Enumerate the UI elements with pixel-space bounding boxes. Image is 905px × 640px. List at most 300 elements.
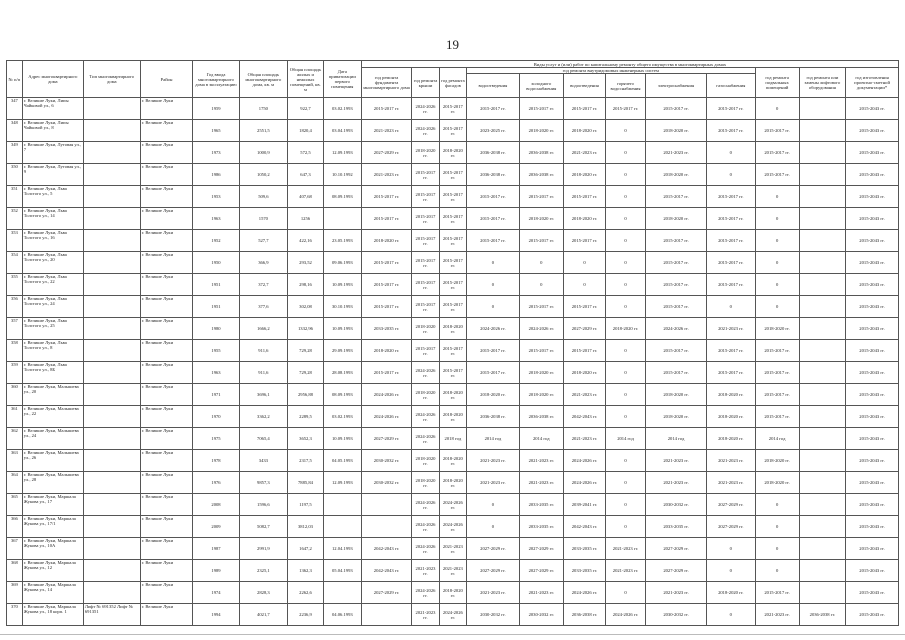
row-facade-year: 2015-2017 гг. — [439, 164, 466, 186]
header-type: Тип многоквартирного дома — [83, 61, 140, 98]
row-foundation-year: 2027-2029 гг. — [361, 582, 412, 604]
row-gas-year: 0 — [707, 538, 755, 560]
header-district: Район — [140, 61, 193, 98]
header-basement: год ремонта подвальных помещений — [755, 68, 799, 98]
row-number: 362 — [7, 428, 23, 450]
row-total-area: 1750 — [239, 98, 287, 120]
row-gas-year: 2015-2017 гг. — [707, 230, 755, 252]
row-roof-year: 2021-2023 гг. — [412, 604, 439, 626]
row-basement-year: 0 — [755, 98, 799, 120]
row-living-area: 3812,03 — [288, 516, 324, 538]
row-hot-water-year: 0 — [606, 142, 646, 164]
row-type — [83, 186, 140, 208]
row-year-built: 1987 — [193, 538, 239, 560]
row-living-area: 1820,4 — [288, 120, 324, 142]
row-hot-water-year: 0 — [606, 406, 646, 428]
page-number: 19 — [446, 37, 459, 52]
row-facade-year: 2024-2026 гг. — [439, 516, 466, 538]
row-total-area: 366,9 — [239, 252, 287, 274]
row-water-disposal-year: 2021-2023 гг. — [467, 472, 520, 494]
row-district: г. Великие Луки — [140, 560, 193, 582]
row-design-docs-year: 2015-2043 гг. — [846, 406, 899, 428]
row-type — [83, 384, 140, 406]
row-water-drain-year: 2021-2023 гг. — [563, 428, 605, 450]
row-water-drain-year: 2015-2017 гг. — [563, 296, 605, 318]
row-foundation-year: 2027-2029 гг. — [361, 428, 412, 450]
row-privatization-date: 10.09.1993 — [323, 428, 361, 450]
row-roof-year: 2024-2026 гг. — [412, 516, 439, 538]
row-address: г. Великие Луки, Маршала Жукова ул., 14 — [22, 582, 83, 604]
header-water-disposal: водоотведения — [467, 74, 520, 98]
row-roof-year: 2015-2017 гг. — [412, 296, 439, 318]
row-type — [83, 516, 140, 538]
table-row — [7, 384, 899, 406]
row-privatization-date: 04.06.1993 — [323, 604, 361, 626]
row-year-built: 1965 — [193, 120, 239, 142]
row-hot-water-year: 0 — [606, 362, 646, 384]
row-electric-year: 2030-2032 гг. — [646, 494, 707, 516]
row-privatization-date: 03.04.1993 — [323, 120, 361, 142]
row-foundation-year: 2018-2020 гг. — [361, 340, 412, 362]
row-water-drain-year: 2033-2035 гг. — [563, 538, 605, 560]
row-elevator-year — [799, 362, 845, 384]
table-header — [7, 61, 899, 98]
row-foundation-year: 2030-2032 гг. — [361, 450, 412, 472]
row-design-docs-year: 2015-2043 гг. — [846, 340, 899, 362]
row-type — [83, 494, 140, 516]
row-design-docs-year: 2015-2043 гг. — [846, 274, 899, 296]
row-hot-water-year: 2015-2017 гг. — [606, 98, 646, 120]
row-cold-water-year: 2033-2035 гг. — [519, 516, 563, 538]
row-privatization-date: 04.05.1993 — [323, 450, 361, 472]
row-gas-year: 2018-2020 гг. — [707, 428, 755, 450]
row-year-built: 1963 — [193, 208, 239, 230]
row-number: 359 — [7, 362, 23, 384]
row-privatization-date: 12.04.1993 — [323, 538, 361, 560]
row-cold-water-year: 2015-2017 гг. — [519, 98, 563, 120]
row-address: г. Великие Луки, Малышева ул., 24 — [22, 428, 83, 450]
row-cold-water-year: 2015-2017 гг. — [519, 186, 563, 208]
row-gas-year: 2027-2029 гг. — [707, 494, 755, 516]
row-water-drain-year: 2018-2020 гг. — [563, 208, 605, 230]
row-district: г. Великие Луки — [140, 362, 193, 384]
row-water-disposal-year: 2024-2026 гг. — [467, 318, 520, 340]
row-cold-water-year: 2015-2017 гг. — [519, 340, 563, 362]
row-privatization-date: 03.02.1993 — [323, 98, 361, 120]
header-facade: год ремонта фасадов — [439, 68, 466, 98]
row-privatization-date: 23.05.1993 — [323, 230, 361, 252]
row-cold-water-year: 2036-2038 гг. — [519, 406, 563, 428]
row-year-built: 1959 — [193, 98, 239, 120]
row-living-area: 407,68 — [288, 186, 324, 208]
row-gas-year: 0 — [707, 296, 755, 318]
row-year-built: 1971 — [193, 384, 239, 406]
row-roof-year: 2018-2020 гг. — [412, 384, 439, 406]
row-foundation-year — [361, 494, 412, 516]
row-gas-year: 2015-2017 гг. — [707, 186, 755, 208]
row-electric-year: 2015-2017 гг. — [646, 230, 707, 252]
row-living-area: 1362,3 — [288, 560, 324, 582]
row-privatization-date — [323, 516, 361, 538]
row-roof-year: 2024-2026 гг. — [412, 98, 439, 120]
row-year-built: 2009 — [193, 516, 239, 538]
row-facade-year: 2015-2017 гг. — [439, 230, 466, 252]
row-elevator-year — [799, 538, 845, 560]
row-total-area: 911,6 — [239, 362, 287, 384]
table-row — [7, 516, 899, 538]
row-foundation-year: 2015-2017 гг. — [361, 208, 412, 230]
row-living-area: 302,08 — [288, 296, 324, 318]
row-roof-year: 2015-2017 гг. — [412, 186, 439, 208]
row-cold-water-year: 2036-2038 гг. — [519, 164, 563, 186]
row-number: 367 — [7, 538, 23, 560]
row-total-area: 9857,3 — [239, 472, 287, 494]
row-design-docs-year: 2015-2043 гг. — [846, 538, 899, 560]
row-water-drain-year: 0 — [563, 274, 605, 296]
row-design-docs-year: 2015-2043 гг. — [846, 164, 899, 186]
row-electric-year: 2015-2017 гг. — [646, 340, 707, 362]
row-water-disposal-year: 2018-2020 гг. — [467, 384, 520, 406]
row-water-disposal-year: 2015-2017 гг. — [467, 230, 520, 252]
row-gas-year: 2018-2020 гг. — [707, 384, 755, 406]
row-privatization-date: 05.04.1993 — [323, 560, 361, 582]
row-gas-year: 2015-2017 гг. — [707, 362, 755, 384]
row-electric-year: 2018-2020 гг. — [646, 120, 707, 142]
row-design-docs-year: 2015-2043 гг. — [846, 494, 899, 516]
header-address: Адрес многоквартирного дома — [22, 61, 83, 98]
row-cold-water-year: 2033-2035 гг. — [519, 494, 563, 516]
row-number: 352 — [7, 208, 23, 230]
row-elevator-year — [799, 428, 845, 450]
row-hot-water-year: 0 — [606, 120, 646, 142]
row-design-docs-year: 2015-2043 гг. — [846, 384, 899, 406]
row-water-disposal-year: 2015-2017 гг. — [467, 362, 520, 384]
row-design-docs-year: 2015-2043 гг. — [846, 186, 899, 208]
row-type — [83, 538, 140, 560]
header-living-area: Общая площадь жилых и нежилых помещений, кв. м — [288, 61, 324, 98]
row-water-drain-year: 2033-2035 гг. — [563, 560, 605, 582]
row-year-built: 1989 — [193, 560, 239, 582]
row-hot-water-year: 0 — [606, 164, 646, 186]
row-basement-year: 2015-2017 гг. — [755, 340, 799, 362]
row-hot-water-year: 0 — [606, 252, 646, 274]
row-number: 355 — [7, 274, 23, 296]
row-design-docs-year: 2015-2043 гг. — [846, 142, 899, 164]
row-privatization-date: 08.09.1993 — [323, 384, 361, 406]
row-number: 350 — [7, 164, 23, 186]
row-number: 361 — [7, 406, 23, 428]
row-basement-year: 2014 год — [755, 428, 799, 450]
row-number: 364 — [7, 472, 23, 494]
row-address: г. Великие Луки, Маршала Жукова ул., 17/1 — [22, 516, 83, 538]
row-electric-year: 2027-2029 гг. — [646, 538, 707, 560]
row-water-disposal-year: 2021-2023 гг. — [467, 450, 520, 472]
row-number: 358 — [7, 340, 23, 362]
row-water-disposal-year: 2036-2038 гг. — [467, 142, 520, 164]
row-electric-year: 2021-2023 гг. — [646, 582, 707, 604]
row-living-area: 2317,5 — [288, 450, 324, 472]
row-total-area: 2828,3 — [239, 582, 287, 604]
row-number: 365 — [7, 494, 23, 516]
row-number: 366 — [7, 516, 23, 538]
row-water-drain-year: 2015-2017 гг. — [563, 230, 605, 252]
row-electric-year: 2014 год — [646, 428, 707, 450]
row-elevator-year — [799, 230, 845, 252]
table-row — [7, 538, 899, 560]
row-type — [83, 406, 140, 428]
row-elevator-year — [799, 120, 845, 142]
row-design-docs-year: 2015-2043 гг. — [846, 98, 899, 120]
table-row — [7, 208, 899, 230]
row-basement-year: 2015-2017 гг. — [755, 120, 799, 142]
row-privatization-date — [323, 582, 361, 604]
header-roof: год ремонта крыши — [412, 68, 439, 98]
row-district: г. Великие Луки — [140, 142, 193, 164]
row-basement-year: 0 — [755, 538, 799, 560]
row-water-disposal-year: 2014 год — [467, 428, 520, 450]
row-district: г. Великие Луки — [140, 340, 193, 362]
row-year-built: 1955 — [193, 340, 239, 362]
row-gas-year: 0 — [707, 604, 755, 626]
row-facade-year: 2015-2017 гг. — [439, 340, 466, 362]
row-type — [83, 98, 140, 120]
row-cold-water-year: 0 — [519, 274, 563, 296]
row-type — [83, 318, 140, 340]
row-district: г. Великие Луки — [140, 120, 193, 142]
row-total-area: 911,6 — [239, 340, 287, 362]
row-year-built: 1951 — [193, 296, 239, 318]
row-foundation-year: 2024-2026 гг. — [361, 406, 412, 428]
row-roof-year: 2018-2020 гг. — [412, 318, 439, 340]
row-roof-year: 2024-2026 гг. — [412, 120, 439, 142]
row-living-area: 293,52 — [288, 252, 324, 274]
row-district: г. Великие Луки — [140, 406, 193, 428]
row-water-drain-year: 2027-2029 гг. — [563, 318, 605, 340]
row-living-area: 298,16 — [288, 274, 324, 296]
row-district: г. Великие Луки — [140, 208, 193, 230]
row-cold-water-year: 2024-2026 гг. — [519, 318, 563, 340]
row-electric-year: 2021-2023 гг. — [646, 472, 707, 494]
row-type — [83, 582, 140, 604]
row-foundation-year: 2030-2032 гг. — [361, 472, 412, 494]
row-total-area: 7065,4 — [239, 428, 287, 450]
row-number: 354 — [7, 252, 23, 274]
row-basement-year: 2018-2020 гг. — [755, 472, 799, 494]
row-basement-year: 2015-2017 гг. — [755, 406, 799, 428]
row-foundation-year: 2015-2017 гг. — [361, 274, 412, 296]
table-body — [7, 98, 899, 626]
row-water-disposal-year: 2036-2038 гг. — [467, 164, 520, 186]
row-electric-year: 2015-2017 гг. — [646, 362, 707, 384]
header-elevator: год ремонта или замены лифтового оборудования — [799, 68, 845, 98]
row-year-built: 1974 — [193, 582, 239, 604]
row-water-disposal-year: 0 — [467, 516, 520, 538]
header-works-group: Виды услуг и (или) работ по капитальному ремонту общего имущества в многоквартирных домах — [361, 61, 898, 68]
row-address: г. Великие Луки, Малышева ул., 20 — [22, 384, 83, 406]
row-district: г. Великие Луки — [140, 516, 193, 538]
row-facade-year: 2015-2017 гг. — [439, 186, 466, 208]
row-district: г. Великие Луки — [140, 538, 193, 560]
row-gas-year: 2021-2023 гг. — [707, 472, 755, 494]
row-design-docs-year: 2015-2043 гг. — [846, 582, 899, 604]
row-water-drain-year: 2021-2023 гг. — [563, 384, 605, 406]
row-year-built: 1970 — [193, 406, 239, 428]
row-design-docs-year: 2015-2043 гг. — [846, 318, 899, 340]
row-address: г. Великие Луки, Малышева ул., 26 — [22, 450, 83, 472]
row-foundation-year: 2018-2020 гг. — [361, 230, 412, 252]
row-basement-year: 2018-2020 гг. — [755, 318, 799, 340]
row-foundation-year: 2042-2043 гг. — [361, 538, 412, 560]
table-row — [7, 450, 899, 472]
row-cold-water-year: 2036-2038 гг. — [519, 142, 563, 164]
row-roof-year: 2024-2026 гг. — [412, 538, 439, 560]
table-row — [7, 98, 899, 120]
row-roof-year: 2018-2020 гг. — [412, 142, 439, 164]
row-address: г. Великие Луки, Маршала Жукова ул., 17 — [22, 494, 83, 516]
row-water-disposal-year: 2015-2017 гг. — [467, 186, 520, 208]
row-elevator-year — [799, 450, 845, 472]
row-basement-year: 0 — [755, 516, 799, 538]
row-water-drain-year: 2018-2020 гг. — [563, 120, 605, 142]
row-elevator-year — [799, 384, 845, 406]
table-row — [7, 428, 899, 450]
row-district: г. Великие Луки — [140, 296, 193, 318]
row-roof-year: 2015-2017 гг. — [412, 340, 439, 362]
row-facade-year: 2018-2020 гг. — [439, 406, 466, 428]
row-living-area: 572,5 — [288, 142, 324, 164]
row-gas-year: 2027-2029 гг. — [707, 516, 755, 538]
row-total-area: 527,7 — [239, 230, 287, 252]
row-elevator-year: 2036-2038 гг. — [799, 604, 845, 626]
row-address: г. Великие Луки, Малышева ул., 28 — [22, 472, 83, 494]
row-number: 347 — [7, 98, 23, 120]
table-row — [7, 230, 899, 252]
row-living-area: 647,3 — [288, 164, 324, 186]
row-number: 349 — [7, 142, 23, 164]
row-roof-year: 2015-2017 гг. — [412, 230, 439, 252]
row-water-drain-year: 2042-2043 гг. — [563, 516, 605, 538]
row-district: г. Великие Луки — [140, 186, 193, 208]
row-foundation-year: 2015-2017 гг. — [361, 362, 412, 384]
row-facade-year: 2021-2023 гг. — [439, 538, 466, 560]
row-cold-water-year: 2018-2020 гг. — [519, 384, 563, 406]
row-electric-year: 2033-2035 гг. — [646, 516, 707, 538]
row-gas-year: 2015-2017 гг. — [707, 98, 755, 120]
row-privatization-date: 29.09.1993 — [323, 340, 361, 362]
row-gas-year: 2021-2023 гг. — [707, 450, 755, 472]
row-district: г. Великие Луки — [140, 428, 193, 450]
row-gas-year: 0 — [707, 560, 755, 582]
row-living-area: 422,16 — [288, 230, 324, 252]
row-district: г. Великие Луки — [140, 384, 193, 406]
row-gas-year: 2018-2020 гг. — [707, 582, 755, 604]
table-row — [7, 164, 899, 186]
row-electric-year: 2030-2032 гг. — [646, 604, 707, 626]
header-year-built: Год ввода многоквартирного дома в эксплуатацию — [193, 61, 239, 98]
row-privatization-date — [323, 208, 361, 230]
row-electric-year: 2015-2017 гг. — [646, 296, 707, 318]
row-gas-year: 0 — [707, 142, 755, 164]
row-hot-water-year: 2021-2023 гг. — [606, 538, 646, 560]
row-elevator-year — [799, 406, 845, 428]
row-basement-year: 2021-2023 гг. — [755, 604, 799, 626]
row-water-drain-year: 2015-2017 гг. — [563, 340, 605, 362]
row-elevator-year — [799, 494, 845, 516]
row-living-area: 7885,84 — [288, 472, 324, 494]
row-basement-year: 0 — [755, 296, 799, 318]
row-water-drain-year: 2015-2017 гг. — [563, 98, 605, 120]
row-hot-water-year: 0 — [606, 186, 646, 208]
row-hot-water-year: 0 — [606, 450, 646, 472]
row-year-built: 1978 — [193, 450, 239, 472]
table-row — [7, 494, 899, 516]
row-roof-year: 2024-2026 гг. — [412, 428, 439, 450]
row-cold-water-year: 2027-2029 гг. — [519, 560, 563, 582]
row-facade-year: 2018-2020 гг. — [439, 472, 466, 494]
row-foundation-year — [361, 604, 412, 626]
row-water-disposal-year: 0 — [467, 296, 520, 318]
row-number: 357 — [7, 318, 23, 340]
row-privatization-date: 30.10.1993 — [323, 296, 361, 318]
row-cold-water-year: 2027-2029 гг. — [519, 538, 563, 560]
row-elevator-year — [799, 582, 845, 604]
row-privatization-date: 12.09.1993 — [323, 142, 361, 164]
row-hot-water-year: 2024-2026 гг. — [606, 604, 646, 626]
row-address: г. Великие Луки, Маршала Жукова ул., 18 корп. 1 — [22, 604, 83, 626]
row-water-disposal-year: 0 — [467, 252, 520, 274]
row-living-area: 1332,96 — [288, 318, 324, 340]
row-privatization-date: 12.09.1993 — [323, 472, 361, 494]
row-district: г. Великие Луки — [140, 604, 193, 626]
row-roof-year: 2024-2026 гг. — [412, 582, 439, 604]
row-hot-water-year: 0 — [606, 516, 646, 538]
row-type — [83, 252, 140, 274]
row-foundation-year: 2042-2043 гг. — [361, 560, 412, 582]
row-elevator-year — [799, 186, 845, 208]
row-facade-year: 2024-2026 гг. — [439, 494, 466, 516]
row-type — [83, 428, 140, 450]
row-privatization-date: 03.02.1993 — [323, 406, 361, 428]
row-electric-year: 2015-2017 гг. — [646, 98, 707, 120]
row-hot-water-year: 2014 год — [606, 428, 646, 450]
header-privatization-date: Дата приватизации первого помещения — [323, 61, 361, 98]
row-year-built: 1994 — [193, 604, 239, 626]
row-basement-year: 0 — [755, 560, 799, 582]
row-facade-year: 2018-2020 гг. — [439, 582, 466, 604]
row-electric-year: 2021-2023 гг. — [646, 450, 707, 472]
table-row — [7, 582, 899, 604]
row-water-disposal-year: 2021-2023 гг. — [467, 582, 520, 604]
row-total-area: 3696,1 — [239, 384, 287, 406]
row-gas-year: 2015-2017 гг. — [707, 252, 755, 274]
row-hot-water-year: 0 — [606, 230, 646, 252]
row-foundation-year: 2015-2017 гг. — [361, 186, 412, 208]
row-facade-year: 2018 год — [439, 428, 466, 450]
row-design-docs-year: 2015-2043 гг. — [846, 230, 899, 252]
row-water-drain-year: 2039-2041 гг. — [563, 494, 605, 516]
table-row — [7, 142, 899, 164]
row-total-area: 377,6 — [239, 296, 287, 318]
row-roof-year: 2024-2026 гг. — [412, 362, 439, 384]
row-water-disposal-year: 2027-2029 гг. — [467, 538, 520, 560]
row-living-area: 2236,9 — [288, 604, 324, 626]
row-cold-water-year: 2018-2020 гг. — [519, 120, 563, 142]
row-water-disposal-year: 2030-2032 гг. — [467, 604, 520, 626]
row-cold-water-year: 2030-2032 гг. — [519, 604, 563, 626]
row-roof-year: 2018-2020 гг. — [412, 450, 439, 472]
row-living-area: 1256 — [288, 208, 324, 230]
row-type: Лифт № 691352 Лифт № 691351 — [83, 604, 140, 626]
